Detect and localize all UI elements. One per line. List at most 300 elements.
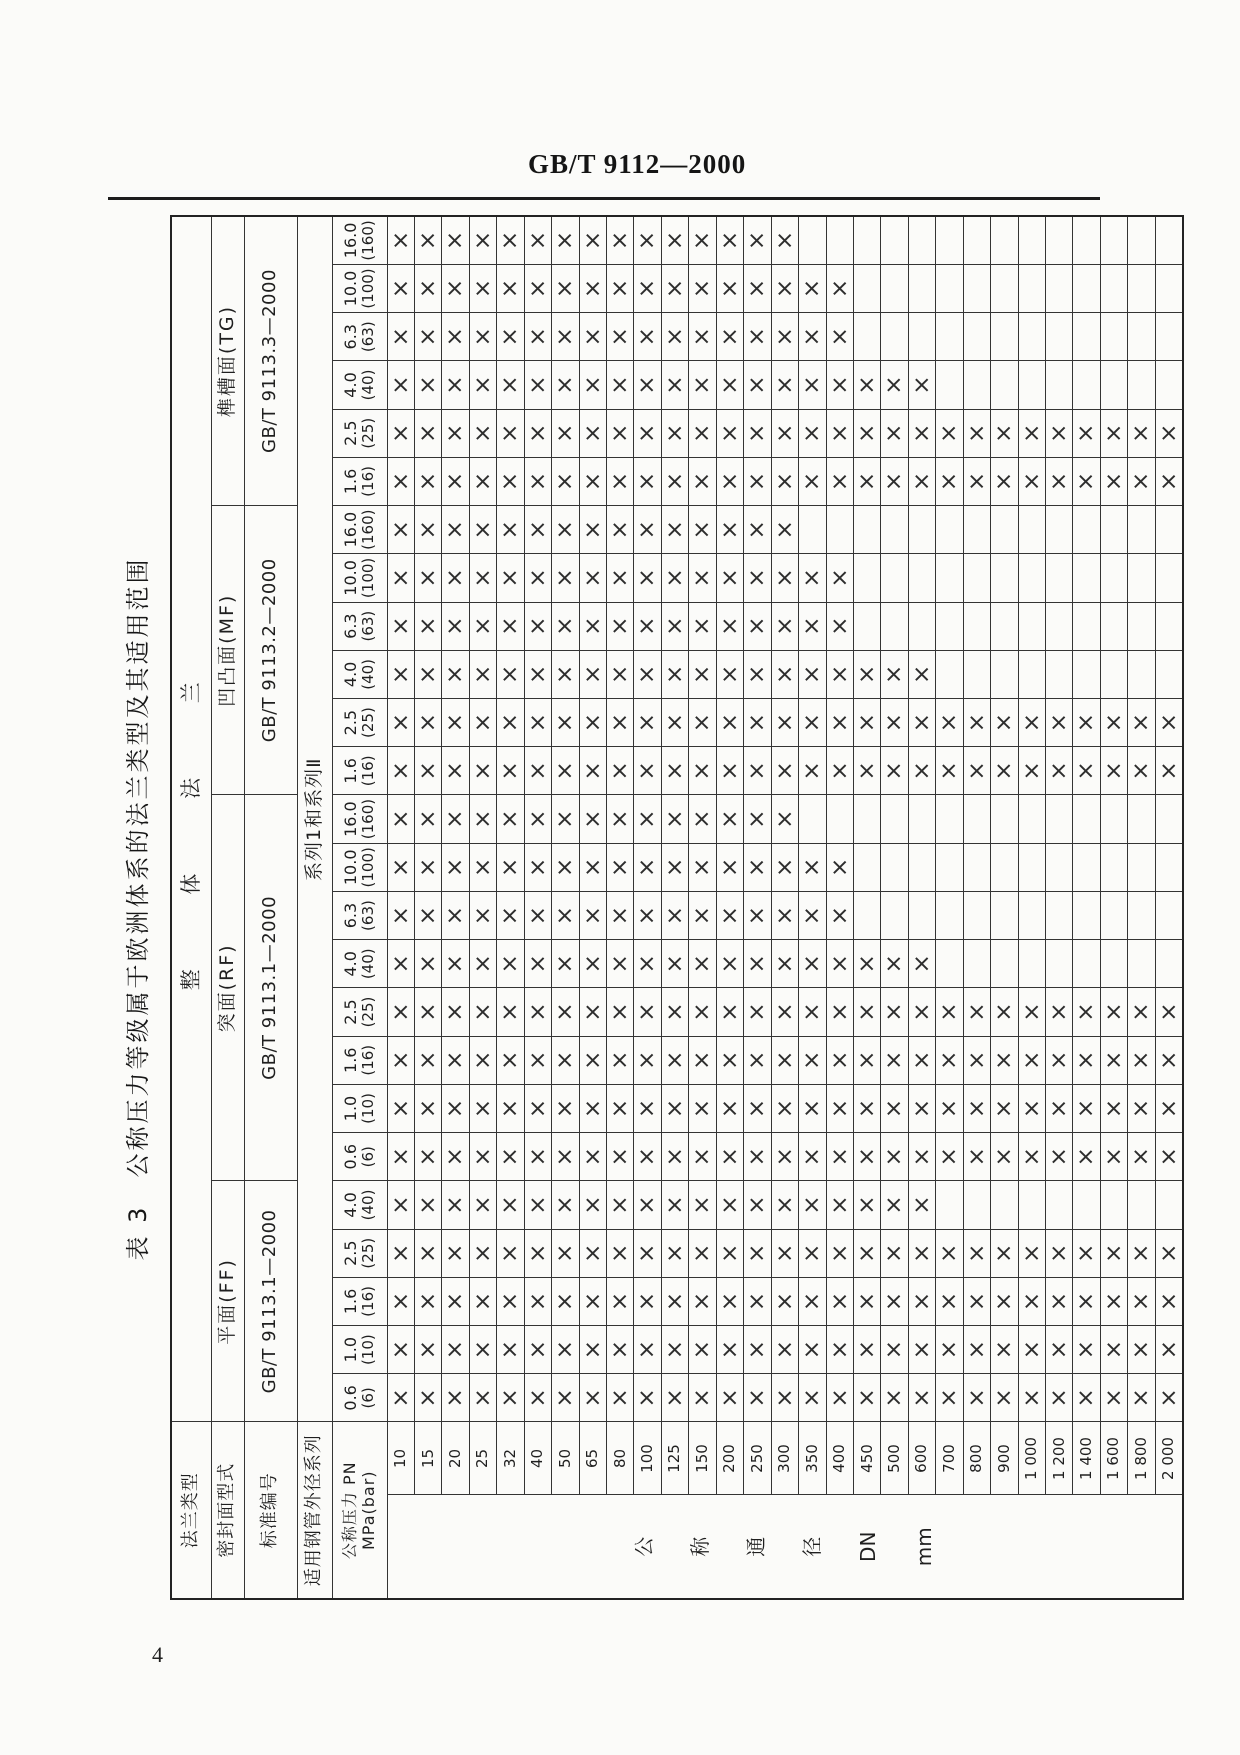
grid-mark-cell: ×	[716, 409, 743, 457]
grid-mark-cell: ×	[963, 1133, 990, 1181]
grid-mark-cell: ×	[469, 1181, 496, 1229]
grid-mark-cell: ×	[634, 1181, 661, 1229]
grid-mark-cell: ×	[442, 457, 469, 505]
grid-mark-cell: ×	[799, 1036, 826, 1084]
dn-value-cell: 250	[744, 1422, 771, 1495]
grid-mark-cell: ×	[387, 361, 414, 409]
grid-mark-cell: ×	[908, 650, 935, 698]
grid-mark-cell: ×	[442, 554, 469, 602]
grid-mark-cell: ×	[881, 1374, 908, 1422]
grid-empty-cell	[908, 216, 935, 264]
grid-mark-cell: ×	[579, 1036, 606, 1084]
grid-mark-cell: ×	[497, 313, 524, 361]
grid-mark-cell: ×	[414, 698, 441, 746]
grid-mark-cell: ×	[469, 940, 496, 988]
grid-empty-cell	[1073, 264, 1100, 312]
grid-empty-cell	[1073, 1181, 1100, 1229]
grid-mark-cell: ×	[991, 1374, 1018, 1422]
grid-empty-cell	[1128, 795, 1155, 843]
pn-value-cell: 16.0 (160)	[332, 216, 387, 264]
grid-mark-cell: ×	[799, 843, 826, 891]
dn-value-cell: 100	[634, 1422, 661, 1495]
grid-mark-cell: ×	[716, 843, 743, 891]
grid-mark-cell: ×	[414, 795, 441, 843]
dn-value-cell: 1 000	[1018, 1422, 1045, 1495]
grid-mark-cell: ×	[497, 698, 524, 746]
grid-mark-cell: ×	[826, 650, 853, 698]
grid-mark-cell: ×	[414, 1133, 441, 1181]
grid-mark-cell: ×	[661, 650, 688, 698]
grid-mark-cell: ×	[853, 650, 880, 698]
grid-mark-cell: ×	[607, 1181, 634, 1229]
grid-mark-cell: ×	[689, 1374, 716, 1422]
grid-mark-cell: ×	[1046, 1084, 1073, 1132]
grid-mark-cell: ×	[716, 650, 743, 698]
grid-mark-cell: ×	[771, 1229, 798, 1277]
grid-mark-cell: ×	[689, 1326, 716, 1374]
grid-empty-cell	[908, 554, 935, 602]
grid-mark-cell: ×	[387, 747, 414, 795]
grid-mark-cell: ×	[1128, 1277, 1155, 1325]
grid-mark-cell: ×	[469, 409, 496, 457]
grid-mark-cell: ×	[908, 940, 935, 988]
grid-mark-cell: ×	[908, 1181, 935, 1229]
grid-mark-cell: ×	[552, 988, 579, 1036]
grid-mark-cell: ×	[579, 554, 606, 602]
grid-mark-cell: ×	[716, 1133, 743, 1181]
grid-mark-cell: ×	[387, 1326, 414, 1374]
grid-mark-cell: ×	[661, 506, 688, 554]
grid-mark-cell: ×	[826, 940, 853, 988]
pn-value-cell: 6.3 (63)	[332, 313, 387, 361]
dn-label-token: 径	[800, 1536, 825, 1557]
grid-mark-cell: ×	[744, 1326, 771, 1374]
grid-empty-cell	[1128, 602, 1155, 650]
grid-mark-cell: ×	[607, 216, 634, 264]
pn-value-cell: 2.5 (25)	[332, 1229, 387, 1277]
grid-empty-cell	[936, 216, 963, 264]
grid-mark-cell: ×	[689, 650, 716, 698]
grid-mark-cell: ×	[716, 940, 743, 988]
grid-mark-cell: ×	[442, 1036, 469, 1084]
grid-empty-cell	[1046, 602, 1073, 650]
grid-mark-cell: ×	[799, 988, 826, 1036]
grid-mark-cell: ×	[881, 1277, 908, 1325]
grid-mark-cell: ×	[524, 1133, 551, 1181]
grid-mark-cell: ×	[799, 602, 826, 650]
grid-mark-cell: ×	[908, 1084, 935, 1132]
grid-empty-cell	[1100, 940, 1127, 988]
dn-value-cell: 150	[689, 1422, 716, 1495]
pn-value-cell: 10.0 (100)	[332, 554, 387, 602]
grid-mark-cell: ×	[991, 747, 1018, 795]
grid-empty-cell	[963, 602, 990, 650]
grid-empty-cell	[991, 1181, 1018, 1229]
grid-empty-cell	[1100, 216, 1127, 264]
grid-mark-cell: ×	[552, 313, 579, 361]
grid-mark-cell: ×	[908, 988, 935, 1036]
grid-mark-cell: ×	[1073, 1277, 1100, 1325]
grid-empty-cell	[908, 264, 935, 312]
grid-mark-cell: ×	[826, 1036, 853, 1084]
grid-mark-cell: ×	[552, 1229, 579, 1277]
grid-mark-cell: ×	[881, 698, 908, 746]
header-rule	[108, 197, 1100, 200]
grid-mark-cell: ×	[853, 1229, 880, 1277]
grid-empty-cell	[1073, 602, 1100, 650]
grid-empty-cell	[881, 554, 908, 602]
grid-mark-cell: ×	[716, 747, 743, 795]
grid-mark-cell: ×	[607, 361, 634, 409]
grid-mark-cell: ×	[799, 747, 826, 795]
grid-mark-cell: ×	[607, 1084, 634, 1132]
grid-mark-cell: ×	[908, 1326, 935, 1374]
grid-mark-cell: ×	[497, 554, 524, 602]
row-header-flange-type: 法兰类型	[171, 1422, 211, 1599]
grid-mark-cell: ×	[607, 843, 634, 891]
grid-mark-cell: ×	[387, 506, 414, 554]
grid-mark-cell: ×	[469, 698, 496, 746]
grid-mark-cell: ×	[579, 457, 606, 505]
grid-empty-cell	[1046, 843, 1073, 891]
grid-empty-cell	[1046, 795, 1073, 843]
pn-value-cell: 6.3 (63)	[332, 602, 387, 650]
grid-empty-cell	[936, 940, 963, 988]
grid-mark-cell: ×	[469, 1326, 496, 1374]
grid-mark-cell: ×	[579, 843, 606, 891]
grid-mark-cell: ×	[716, 1229, 743, 1277]
grid-mark-cell: ×	[607, 698, 634, 746]
grid-mark-cell: ×	[744, 940, 771, 988]
grid-mark-cell: ×	[689, 264, 716, 312]
grid-mark-cell: ×	[579, 891, 606, 939]
grid-mark-cell: ×	[1155, 1036, 1183, 1084]
grid-mark-cell: ×	[771, 1084, 798, 1132]
grid-mark-cell: ×	[469, 843, 496, 891]
grid-mark-cell: ×	[469, 264, 496, 312]
pn-value-cell: 16.0 (160)	[332, 795, 387, 843]
dn-value-cell: 900	[991, 1422, 1018, 1495]
grid-mark-cell: ×	[799, 457, 826, 505]
grid-mark-cell: ×	[552, 843, 579, 891]
grid-mark-cell: ×	[579, 1374, 606, 1422]
grid-mark-cell: ×	[524, 1036, 551, 1084]
grid-mark-cell: ×	[634, 457, 661, 505]
dn-value-cell: 200	[716, 1422, 743, 1495]
group-seal-face: 凹凸面(MF)	[211, 506, 244, 795]
grid-empty-cell	[1100, 554, 1127, 602]
pn-value-cell: 10.0 (100)	[332, 264, 387, 312]
grid-mark-cell: ×	[689, 795, 716, 843]
grid-mark-cell: ×	[963, 1084, 990, 1132]
dn-value-cell: 350	[799, 1422, 826, 1495]
grid-empty-cell	[991, 940, 1018, 988]
grid-mark-cell: ×	[469, 216, 496, 264]
grid-mark-cell: ×	[497, 1084, 524, 1132]
grid-mark-cell: ×	[661, 1229, 688, 1277]
grid-mark-cell: ×	[826, 747, 853, 795]
grid-mark-cell: ×	[799, 1084, 826, 1132]
grid-mark-cell: ×	[799, 264, 826, 312]
grid-empty-cell	[1155, 313, 1183, 361]
grid-mark-cell: ×	[1073, 698, 1100, 746]
grid-mark-cell: ×	[524, 361, 551, 409]
grid-mark-cell: ×	[442, 1374, 469, 1422]
grid-mark-cell: ×	[744, 1374, 771, 1422]
group-seal-face: 平面(FF)	[211, 1181, 244, 1422]
grid-mark-cell: ×	[387, 216, 414, 264]
grid-mark-cell: ×	[1073, 409, 1100, 457]
grid-mark-cell: ×	[799, 361, 826, 409]
grid-empty-cell	[936, 795, 963, 843]
grid-empty-cell	[1073, 506, 1100, 554]
group-seal-face: 突面(RF)	[211, 795, 244, 1181]
grid-mark-cell: ×	[881, 1133, 908, 1181]
grid-mark-cell: ×	[936, 1133, 963, 1181]
grid-empty-cell	[1018, 264, 1045, 312]
grid-empty-cell	[881, 216, 908, 264]
grid-mark-cell: ×	[716, 891, 743, 939]
grid-mark-cell: ×	[634, 1036, 661, 1084]
grid-mark-cell: ×	[689, 843, 716, 891]
grid-mark-cell: ×	[634, 1277, 661, 1325]
grid-mark-cell: ×	[744, 1084, 771, 1132]
grid-mark-cell: ×	[881, 1229, 908, 1277]
grid-mark-cell: ×	[469, 988, 496, 1036]
grid-mark-cell: ×	[414, 1326, 441, 1374]
grid-empty-cell	[1155, 264, 1183, 312]
grid-mark-cell: ×	[442, 216, 469, 264]
grid-empty-cell	[991, 313, 1018, 361]
grid-mark-cell: ×	[442, 602, 469, 650]
grid-empty-cell	[1018, 506, 1045, 554]
grid-mark-cell: ×	[524, 988, 551, 1036]
grid-mark-cell: ×	[1018, 747, 1045, 795]
grid-mark-cell: ×	[716, 264, 743, 312]
grid-mark-cell: ×	[634, 313, 661, 361]
grid-mark-cell: ×	[634, 747, 661, 795]
pn-value-cell: 6.3 (63)	[332, 891, 387, 939]
pn-value-cell: 2.5 (25)	[332, 988, 387, 1036]
grid-empty-cell	[908, 891, 935, 939]
grid-mark-cell: ×	[552, 1326, 579, 1374]
grid-mark-cell: ×	[881, 1084, 908, 1132]
grid-mark-cell: ×	[414, 988, 441, 1036]
grid-mark-cell: ×	[881, 1326, 908, 1374]
grid-mark-cell: ×	[414, 747, 441, 795]
grid-mark-cell: ×	[771, 1181, 798, 1229]
grid-mark-cell: ×	[716, 216, 743, 264]
grid-mark-cell: ×	[524, 747, 551, 795]
grid-empty-cell	[826, 216, 853, 264]
grid-mark-cell: ×	[497, 602, 524, 650]
grid-empty-cell	[1128, 216, 1155, 264]
grid-mark-cell: ×	[963, 1036, 990, 1084]
grid-mark-cell: ×	[524, 264, 551, 312]
grid-mark-cell: ×	[716, 313, 743, 361]
grid-empty-cell	[963, 216, 990, 264]
group-standard-no: GB/T 9113.1—2000	[244, 1181, 297, 1422]
grid-mark-cell: ×	[552, 1036, 579, 1084]
grid-empty-cell	[991, 264, 1018, 312]
grid-mark-cell: ×	[552, 506, 579, 554]
grid-mark-cell: ×	[1073, 1326, 1100, 1374]
grid-mark-cell: ×	[716, 988, 743, 1036]
grid-mark-cell: ×	[1073, 1084, 1100, 1132]
grid-mark-cell: ×	[744, 698, 771, 746]
grid-mark-cell: ×	[991, 1133, 1018, 1181]
dn-value-cell: 25	[469, 1422, 496, 1495]
grid-empty-cell	[799, 216, 826, 264]
grid-mark-cell: ×	[1128, 1229, 1155, 1277]
grid-mark-cell: ×	[469, 1229, 496, 1277]
grid-empty-cell	[853, 506, 880, 554]
grid-mark-cell: ×	[552, 891, 579, 939]
grid-mark-cell: ×	[497, 216, 524, 264]
grid-empty-cell	[991, 506, 1018, 554]
grid-mark-cell: ×	[414, 361, 441, 409]
grid-mark-cell: ×	[469, 1133, 496, 1181]
row-header-standard-no: 标准编号	[244, 1422, 297, 1599]
grid-empty-cell	[1128, 361, 1155, 409]
grid-mark-cell: ×	[524, 940, 551, 988]
grid-mark-cell: ×	[908, 361, 935, 409]
grid-mark-cell: ×	[579, 747, 606, 795]
grid-empty-cell	[799, 506, 826, 554]
grid-mark-cell: ×	[744, 1133, 771, 1181]
grid-empty-cell	[1018, 361, 1045, 409]
grid-mark-cell: ×	[744, 313, 771, 361]
grid-mark-cell: ×	[661, 602, 688, 650]
grid-mark-cell: ×	[991, 1277, 1018, 1325]
grid-mark-cell: ×	[744, 409, 771, 457]
grid-mark-cell: ×	[1018, 988, 1045, 1036]
grid-mark-cell: ×	[1155, 1277, 1183, 1325]
grid-mark-cell: ×	[771, 313, 798, 361]
grid-mark-cell: ×	[634, 264, 661, 312]
grid-empty-cell	[1155, 1181, 1183, 1229]
grid-mark-cell: ×	[442, 843, 469, 891]
grid-mark-cell: ×	[524, 457, 551, 505]
grid-mark-cell: ×	[826, 891, 853, 939]
rotated-table-area	[170, 217, 1182, 1600]
dn-value-cell: 40	[524, 1422, 551, 1495]
grid-empty-cell	[881, 506, 908, 554]
grid-mark-cell: ×	[991, 409, 1018, 457]
grid-empty-cell	[991, 361, 1018, 409]
pn-value-cell: 4.0 (40)	[332, 361, 387, 409]
grid-empty-cell	[936, 891, 963, 939]
group-standard-no: GB/T 9113.2—2000	[244, 506, 297, 795]
grid-mark-cell: ×	[716, 602, 743, 650]
grid-empty-cell	[936, 313, 963, 361]
grid-mark-cell: ×	[799, 891, 826, 939]
grid-mark-cell: ×	[607, 506, 634, 554]
grid-empty-cell	[853, 554, 880, 602]
grid-mark-cell: ×	[524, 698, 551, 746]
grid-mark-cell: ×	[634, 409, 661, 457]
grid-mark-cell: ×	[387, 650, 414, 698]
grid-mark-cell: ×	[442, 795, 469, 843]
dn-value-cell: 300	[771, 1422, 798, 1495]
grid-mark-cell: ×	[771, 554, 798, 602]
grid-mark-cell: ×	[497, 1326, 524, 1374]
grid-mark-cell: ×	[497, 264, 524, 312]
grid-empty-cell	[963, 506, 990, 554]
grid-mark-cell: ×	[634, 1084, 661, 1132]
grid-mark-cell: ×	[579, 409, 606, 457]
grid-empty-cell	[991, 650, 1018, 698]
grid-mark-cell: ×	[387, 1133, 414, 1181]
grid-empty-cell	[1100, 843, 1127, 891]
dn-value-cell: 50	[552, 1422, 579, 1495]
grid-mark-cell: ×	[414, 1229, 441, 1277]
grid-mark-cell: ×	[1046, 1277, 1073, 1325]
grid-mark-cell: ×	[716, 457, 743, 505]
grid-mark-cell: ×	[744, 361, 771, 409]
grid-mark-cell: ×	[1155, 1229, 1183, 1277]
grid-mark-cell: ×	[853, 940, 880, 988]
grid-mark-cell: ×	[579, 1326, 606, 1374]
grid-mark-cell: ×	[442, 313, 469, 361]
dn-value-cell: 500	[881, 1422, 908, 1495]
grid-mark-cell: ×	[716, 361, 743, 409]
grid-mark-cell: ×	[552, 457, 579, 505]
grid-mark-cell: ×	[991, 698, 1018, 746]
pn-value-cell: 1.6 (16)	[332, 1277, 387, 1325]
grid-mark-cell: ×	[552, 747, 579, 795]
grid-mark-cell: ×	[387, 1229, 414, 1277]
grid-mark-cell: ×	[853, 747, 880, 795]
grid-mark-cell: ×	[826, 1084, 853, 1132]
grid-mark-cell: ×	[469, 1277, 496, 1325]
grid-mark-cell: ×	[771, 361, 798, 409]
grid-mark-cell: ×	[1100, 988, 1127, 1036]
grid-mark-cell: ×	[1155, 988, 1183, 1036]
grid-empty-cell	[1128, 554, 1155, 602]
grid-mark-cell: ×	[771, 650, 798, 698]
grid-empty-cell	[1155, 361, 1183, 409]
grid-mark-cell: ×	[881, 1036, 908, 1084]
pn-value-cell: 0.6 (6)	[332, 1374, 387, 1422]
grid-empty-cell	[1018, 313, 1045, 361]
grid-mark-cell: ×	[936, 1084, 963, 1132]
grid-mark-cell: ×	[744, 843, 771, 891]
grid-empty-cell	[991, 795, 1018, 843]
grid-empty-cell	[1128, 1181, 1155, 1229]
grid-empty-cell	[1018, 650, 1045, 698]
grid-mark-cell: ×	[689, 891, 716, 939]
grid-empty-cell	[936, 843, 963, 891]
grid-mark-cell: ×	[826, 1277, 853, 1325]
grid-mark-cell: ×	[579, 795, 606, 843]
grid-mark-cell: ×	[826, 602, 853, 650]
grid-mark-cell: ×	[1155, 1374, 1183, 1422]
grid-mark-cell: ×	[799, 554, 826, 602]
grid-mark-cell: ×	[689, 940, 716, 988]
grid-mark-cell: ×	[771, 988, 798, 1036]
grid-mark-cell: ×	[579, 988, 606, 1036]
grid-mark-cell: ×	[1100, 1036, 1127, 1084]
grid-empty-cell	[1128, 940, 1155, 988]
grid-mark-cell: ×	[579, 264, 606, 312]
grid-mark-cell: ×	[607, 409, 634, 457]
grid-empty-cell	[963, 554, 990, 602]
dn-label-token: 称	[688, 1536, 713, 1557]
grid-empty-cell	[1100, 313, 1127, 361]
grid-empty-cell	[1046, 891, 1073, 939]
grid-empty-cell	[963, 843, 990, 891]
